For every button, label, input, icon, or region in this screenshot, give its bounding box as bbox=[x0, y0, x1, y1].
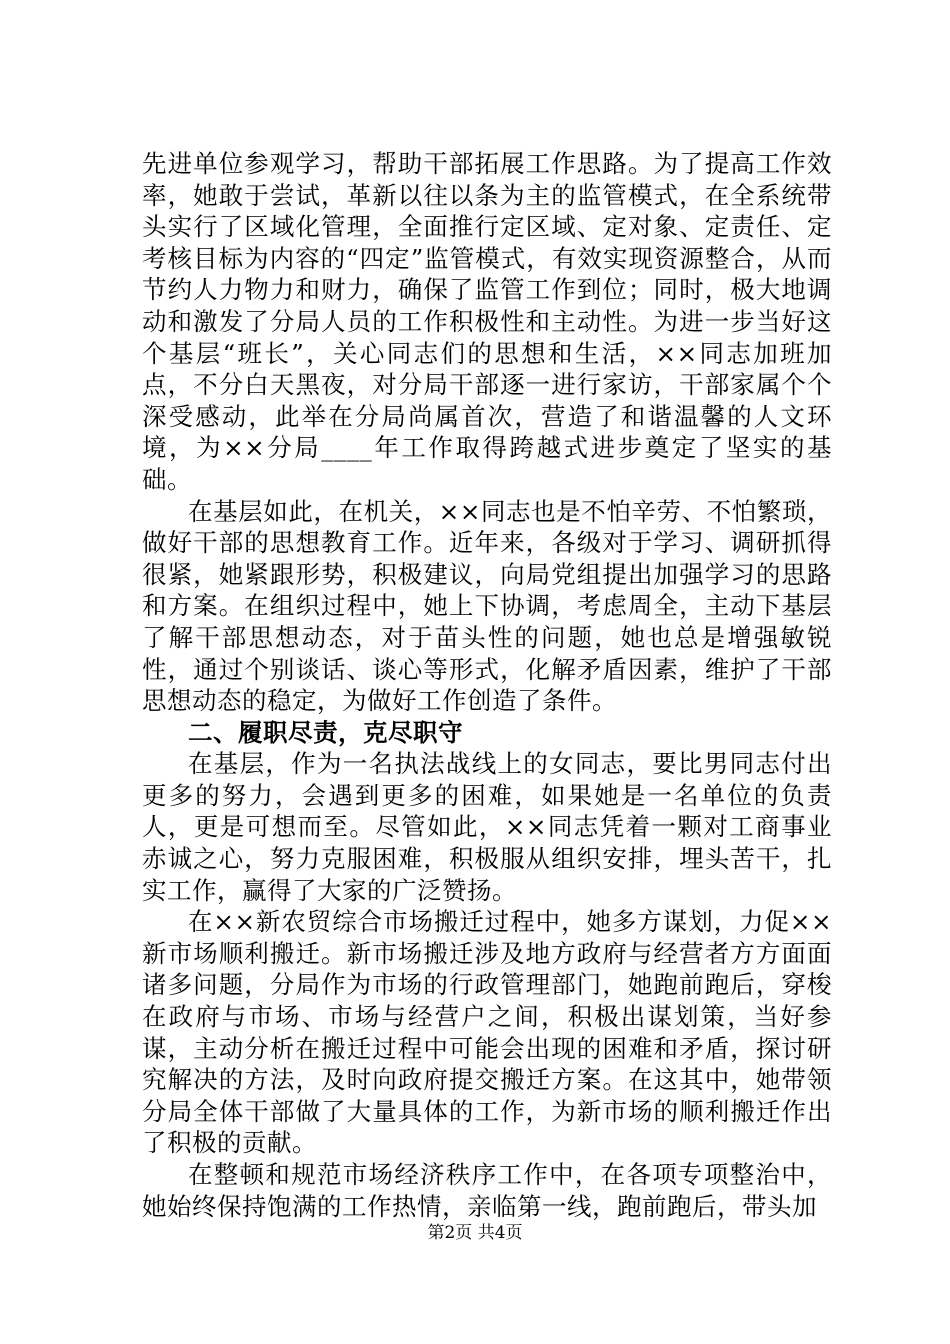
page-footer: 第2页 共4页 bbox=[427, 1223, 523, 1243]
paragraph-organ-work: 在基层如此，在机关，××同志也是不怕辛劳、不怕繁琐，做好干部的思想教育工作。近年来，各级对于学习、调研抓得很紧，她紧跟形势，积极建议，向局党组提出加强学习的思路和方案。在组织过程中，她上下协调，考虑周全，主动下基层了解干部思想动态，对于苗头性的问题，她也总是增强敏锐性，通过个别谈话、谈心等形式，化解矛盾因素，维护了干部思想动态的稳定，为做好工作创造了条件。 bbox=[142, 496, 832, 716]
paragraph-grassroots: 在基层，作为一名执法战线上的女同志，要比男同志付出更多的努力，会遇到更多的困难，如果她是一名单位的负责人，更是可想而至。尽管如此，××同志凭着一颗对工商事业赤诚之心，努力克服困难，积极服从组织安排，埋头苦干，扎实工作，赢得了大家的广泛赞扬。 bbox=[142, 749, 832, 905]
paragraph-market-order: 在整顿和规范市场经济秩序工作中，在各项专项整治中，她始终保持饱满的工作热情，亲临第一线，跑前跑后，带头加 bbox=[142, 1160, 832, 1221]
document-body bbox=[142, 148, 832, 1222]
paragraph-continued: 先进单位参观学习，帮助干部拓展工作思路。为了提高工作效率，她敢于尝试，革新以往以条为主的监管模式，在全系统带头实行了区域化管理，全面推行定区域、定对象、定责任、定考核目标为内容的“四定”监管模式，有效实现资源整合，从而节约人力物力和财力，确保了监管工作到位；同时，极大地调动和激发了分局人员的工作积极性和主动性。为进一步当好这个基层“班长”，关心同志们的思想和生活，××同志加班加点，不分白天黑夜，对分局干部逐一进行家访，干部家属个个深受感动，此举在分局尚属首次，营造了和谐温馨的人文环境，为××分局____年工作取得跨越式进步奠定了坚实的基础。 bbox=[142, 149, 832, 494]
section-heading: 二、履职尽责，克尽职守 bbox=[188, 717, 463, 747]
paragraph-market-relocation: 在××新农贸综合市场搬迁过程中，她多方谋划，力促××新市场顺利搬迁。新市场搬迁涉及地方政府与经营者方方面面诸多问题，分局作为市场的行政管理部门，她跑前跑后，穿梭在政府与市场、市场与经营户之间，积极出谋划策，当好参谋，主动分析在搬迁过程中可能会出现的困难和矛盾，探讨研究解决的方法，及时向政府提交搬迁方案。在这其中，她带领分局全体干部做了大量具体的工作，为新市场的顺利搬迁作出了积极的贡献。 bbox=[142, 907, 832, 1158]
